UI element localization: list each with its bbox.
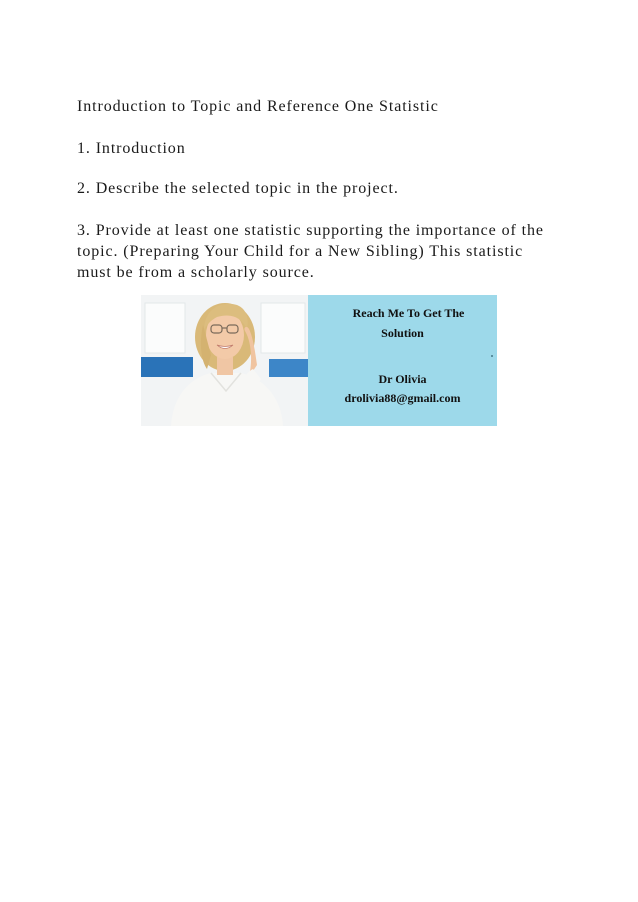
banner-photo	[141, 295, 308, 426]
list-item-statistic	[77, 220, 567, 283]
document-title: Introduction to Topic and Reference One Statistic	[77, 98, 439, 115]
contact-name: Dr Olivia	[378, 372, 427, 386]
statistic-line-2: topic. (Preparing Your Child for a New Sibling) This statistic	[77, 243, 524, 260]
banner-headline-solution: Solution	[381, 326, 424, 340]
list-item-describe-topic: 2. Describe the selected topic in the project.	[77, 180, 399, 197]
list-item-introduction: 1. Introduction	[77, 140, 186, 157]
decorative-dot	[491, 355, 493, 357]
banner-contact-panel	[308, 295, 497, 426]
statistic-line-1: 3. Provide at least one statistic supporting the importance of the	[77, 222, 544, 239]
banner-headline: Reach Me To Get The	[352, 306, 465, 320]
statistic-line-3: must be from a scholarly source.	[77, 264, 315, 281]
woman-photo-illustration	[141, 295, 308, 426]
contact-banner	[141, 295, 497, 426]
contact-email: drolivia88@gmail.com	[344, 391, 461, 405]
